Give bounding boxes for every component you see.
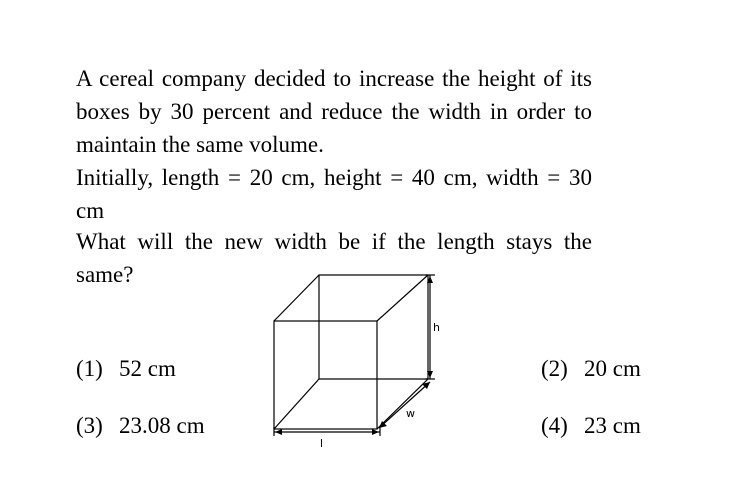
option-number: (1) [76, 356, 103, 381]
answer-option-1[interactable] [76, 354, 176, 384]
answer-option-2[interactable] [541, 354, 641, 384]
option-number: (2) [541, 356, 568, 381]
box-edge-top-right [377, 275, 428, 321]
option-text: 20 cm [584, 356, 641, 381]
answer-option-3[interactable] [76, 411, 205, 441]
option-number: (3) [76, 413, 103, 438]
box-edge-bottom-left [274, 379, 319, 429]
width-dimension-line [379, 382, 430, 428]
length-arrow-right [372, 429, 379, 435]
height-label: h [433, 321, 440, 334]
box-diagram [262, 266, 452, 456]
option-text: 52 cm [119, 356, 176, 381]
box-edge-top-left [274, 275, 319, 321]
box-diagram-svg [262, 266, 452, 456]
option-text: 23.08 cm [119, 413, 205, 438]
question-paragraph-1: A cereal company decided to increase the height of its boxes by 30 percent and reduce the width in order to maintain the same volume. [76, 66, 592, 157]
question-paragraph-2: Initially, length = 20 cm, height = 40 cm, width = 30 cm [76, 165, 592, 223]
question-text [76, 62, 592, 291]
box-back-face [319, 275, 428, 379]
length-label: l [320, 437, 324, 450]
answer-option-4[interactable] [541, 411, 641, 441]
option-text: 23 cm [584, 413, 641, 438]
box-front-face [274, 321, 377, 429]
question-paragraph-3: What will the new width be if the length stays the same? [76, 229, 592, 287]
box-edge-bottom-right [377, 379, 428, 429]
width-label: w [406, 407, 415, 420]
length-arrow-left [275, 429, 282, 435]
option-number: (4) [541, 413, 568, 438]
